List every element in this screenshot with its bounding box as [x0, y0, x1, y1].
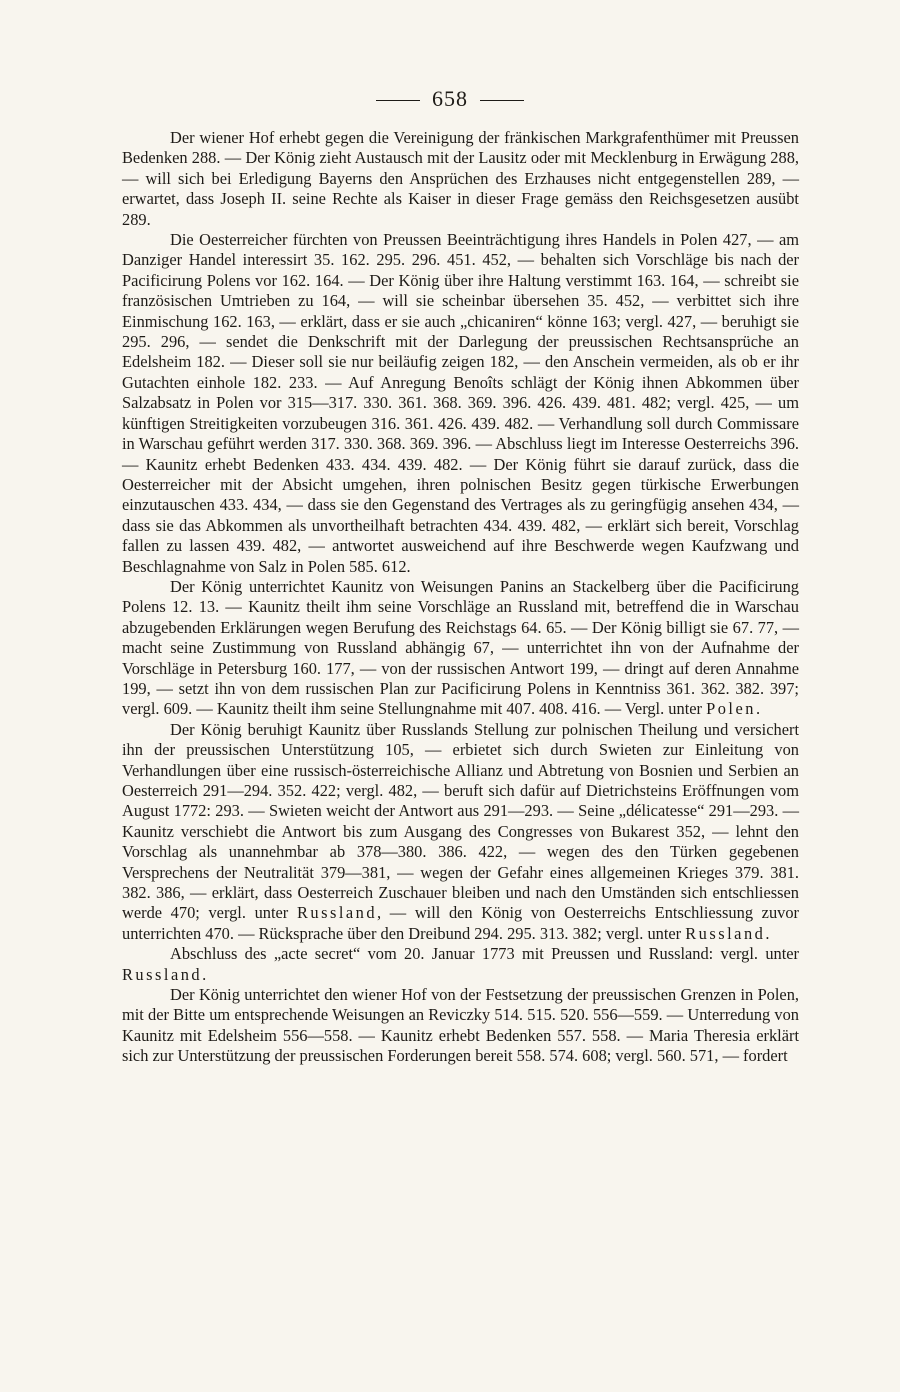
- paragraph-text: Der wiener Hof erhebt gegen die Vereinigung der fränkischen Markgrafenthümer mit Preussen Bedenken 288. — Der König zieht Austausch mit der Lausitz oder mit Mecklenburg in Erwägung 288, — will sich bei Erledigung Bayerns den Ansprüchen des Erzhauses nicht entgegenstellen 289, — erwartet, dass Joseph II. seine Rechte als Kaiser in dieser Frage gemäss den Reichsgesetzen ausübt 289.: [122, 128, 799, 229]
- page-number: 658: [432, 86, 468, 111]
- paragraph-text: Der König unterrichtet den wiener Hof von der Festsetzung der preussischen Grenzen in Polen, mit der Bitte um entsprechende Weisungen an Reviczky 514. 515. 520. 556—559. — Unterredung von Kaunitz mit Edelsheim 556—558. — Kaunitz erhebt Bedenken 557. 558. — Maria Theresia erklärt sich zur Unterstützung der preussischen Forderungen bereit 558. 574. 608; vergl. 560. 571, — fordert: [122, 985, 799, 1066]
- paragraph-text: Abschluss des „acte secret“ vom 20. Januar 1773 mit Preussen und Russland: vergl. unter: [170, 944, 799, 964]
- paragraph: Der König unterrichtet Kaunitz von Weisungen Panins an Stackelberg über die Pacificirung Polens 12. 13. — Kaunitz theilt ihm seine Vorschläge an Russland mit, betreffend die in Warschau abzugebenden Erklärungen wegen Berufung des Reichstags 64. 65. — Der König billigt sie 67. 77, — macht seine Zustimmung von Russland abhängig 67, — unterrichtet ihn von der Aufnahme der Vorschläge in Petersburg 160. 177, — von der russischen Antwort 199, — dringt auf deren Annahme 199, — setzt ihn von dem russischen Plan zur Pacificirung Polens in Kenntniss 361. 362. 382. 397; vergl. 609. — Kaunitz theilt ihm seine Stellungnahme mit 407. 408. 416. — Vergl. unter Polen.: [122, 576, 799, 719]
- header-dash-left: [376, 100, 420, 101]
- cross-reference: Russland: [296, 903, 378, 923]
- cross-reference: Russland: [685, 923, 766, 943]
- paragraph: [122, 985, 799, 1067]
- header-dash-right: [480, 100, 524, 101]
- paragraph: Der König beruhigt Kaunitz über Russlands Stellung zur polnischen Theilung und versichert ihn der preussischen Unterstützung 105, — erbietet sich durch Swieten zur Einleitung von Verhandlungen über eine russisch-österreichische Allianz und Abtretung von Bosnien und Serbien an Oesterreich 291—294. 352. 422; vergl. 482, — beruft sich dafür auf Dietrichsteins Eröffnungen vom August 1772: 293. — Swieten weicht der Antwort aus 291—293. — Seine „délicatesse“ 291—293. — Kaunitz verschiebt die Antwort bis zum Ausgang des Congresses von Bukarest 352, — lehnt den Vorschlag als unannehmbar ab 378—380. 386. 422, — wegen des den Türken gegebenen Versprechens der Neutralität 379—381, — wegen der Gefahr eines allgemeinen Krieges 379. 381. 382. 386, — erklärt, dass Oesterreich Zuschauer bleiben und nach den Umständen sich entschliessen werde 470; vergl. unter Russland, — will den König von Oesterreichs Entschliessung zuvor unterrichten 470. — Rücksprache über den Dreibund 294. 295. 313. 382; vergl. unter Russland.: [122, 719, 799, 943]
- paragraph-text: Der König unterrichtet Kaunitz von Weisungen Panins an Stackelberg über die Pacificirung Polens 12. 13. — Kaunitz theilt ihm seine Vorschläge an Russland mit, betreffend die in Warschau abzugebenden Erklärungen wegen Berufung des Reichstags 64. 65. — Der König billigt sie 67. 77, — macht seine Zustimmung von Russland abhängig 67, — unterrichtet ihn von der Aufnahme der Vorschläge in Petersburg 160. 177, — von der russischen Antwort 199, — dringt auf deren Annahme 199, — setzt ihn von dem russischen Plan zur Pacificirung Polens in Kenntniss 361. 362. 382. 397; vergl. 609. — Kaunitz theilt ihm seine Stellungnahme mit 407. 408. 416. — Vergl. unter: [122, 576, 799, 719]
- body-text: [122, 128, 799, 1067]
- paragraph: Abschluss des „acte secret“ vom 20. Januar 1773 mit Preussen und Russland: vergl. unter Russland.: [122, 944, 799, 984]
- cross-reference: Russland: [122, 964, 203, 984]
- paragraph-text: Der König beruhigt Kaunitz über Russlands Stellung zur polnischen Theilung und versichert ihn der preussischen Unterstützung 105, — erbietet sich durch Swieten zur Einleitung von Verhandlungen über eine russisch-österreichische Allianz und Abtretung von Bosnien und Serbien an Oesterreich 291—294. 352. 422; vergl. 482, — beruft sich dafür auf Dietrichsteins Eröffnungen vom August 1772: 293. — Swieten weicht der Antwort aus 291—293. — Seine „délicatesse“ 291—293. — Kaunitz verschiebt die Antwort bis zum Ausgang des Congresses von Bukarest 352, — lehnt den Vorschlag als unannehmbar ab 378—380. 386. 422, — wegen des den Türken gegebenen Versprechens der Neutralität 379—381, — wegen der Gefahr eines allgemeinen Krieges 379. 381. 382. 386, — erklärt, dass Oesterreich Zuschauer bleiben und nach den Umständen sich entschliessen werde 470; vergl. unter: [122, 719, 799, 923]
- paragraph: [122, 230, 799, 577]
- page-header: [0, 86, 900, 112]
- paragraph-text: , — will den König von Oesterreichs Entschliessung zuvor unterrichten 470. — Rücksprache über den Dreibund 294. 295. 313. 382; vergl. unter: [122, 903, 799, 943]
- cross-reference: Polen: [706, 699, 756, 719]
- paragraph-text: Die Oesterreicher fürchten von Preussen Beeinträchtigung ihres Handels in Polen 427, — am Danziger Handel interessirt 35. 162. 295. 296. 451. 452, — behalten sich Vorschläge bis nach der Pacificirung Polens vor 162. 164. — Der König über ihre Haltung verstimmt 163. 164, — schreibt sie französischen Umtrieben zu 164, — will sie scheinbar übersehen 35. 452, — verbittet sich ihre Einmischung 162. 163, — erklärt, dass er sie auch „chicaniren“ könne 163; vergl. 427, — beruhigt sie 295. 296, — sendet die Denkschrift mit der Darlegung der preussischen Rechtsansprüche an Edelsheim 182. — Dieser soll sie nur beiläufig zeigen 182, — den Anschein vermeiden, als ob er ihr Gutachten einhole 182. 233. — Auf Anregung Benoîts schlägt der König ihnen Abkommen über Salzabsatz in Polen vor 315—317. 330. 361. 368. 369. 396. 426. 439. 481. 482; vergl. 425, — um künftigen Streitigkeiten vorzubeugen 316. 361. 426. 439. 482. — Verhandlung soll durch Commissare in Warschau geführt werden 317. 330. 368. 369. 396. — Abschluss liegt im Interesse Oesterreichs 396. — Kaunitz erhebt Bedenken 433. 434. 439. 482. — Der König führt sie darauf zurück, dass die Oesterreicher mit der Absicht umgehen, ihren polnischen Besitz gegen türkische Erwerbungen einzutauschen 433. 434, — dass sie den Gegenstand des Vertrages als zu geringfügig ansehen 434, — dass sie das Abkommen als unvortheilhaft betrachten 434. 439. 482, — erklärt sich bereit, Vorschlag fallen zu lassen 439. 482, — antwortet ausweichend auf ihre Beschwerde wegen Kaufzwang und Beschlagnahme von Salz in Polen 585. 612.: [122, 230, 799, 576]
- paragraph: [122, 128, 799, 230]
